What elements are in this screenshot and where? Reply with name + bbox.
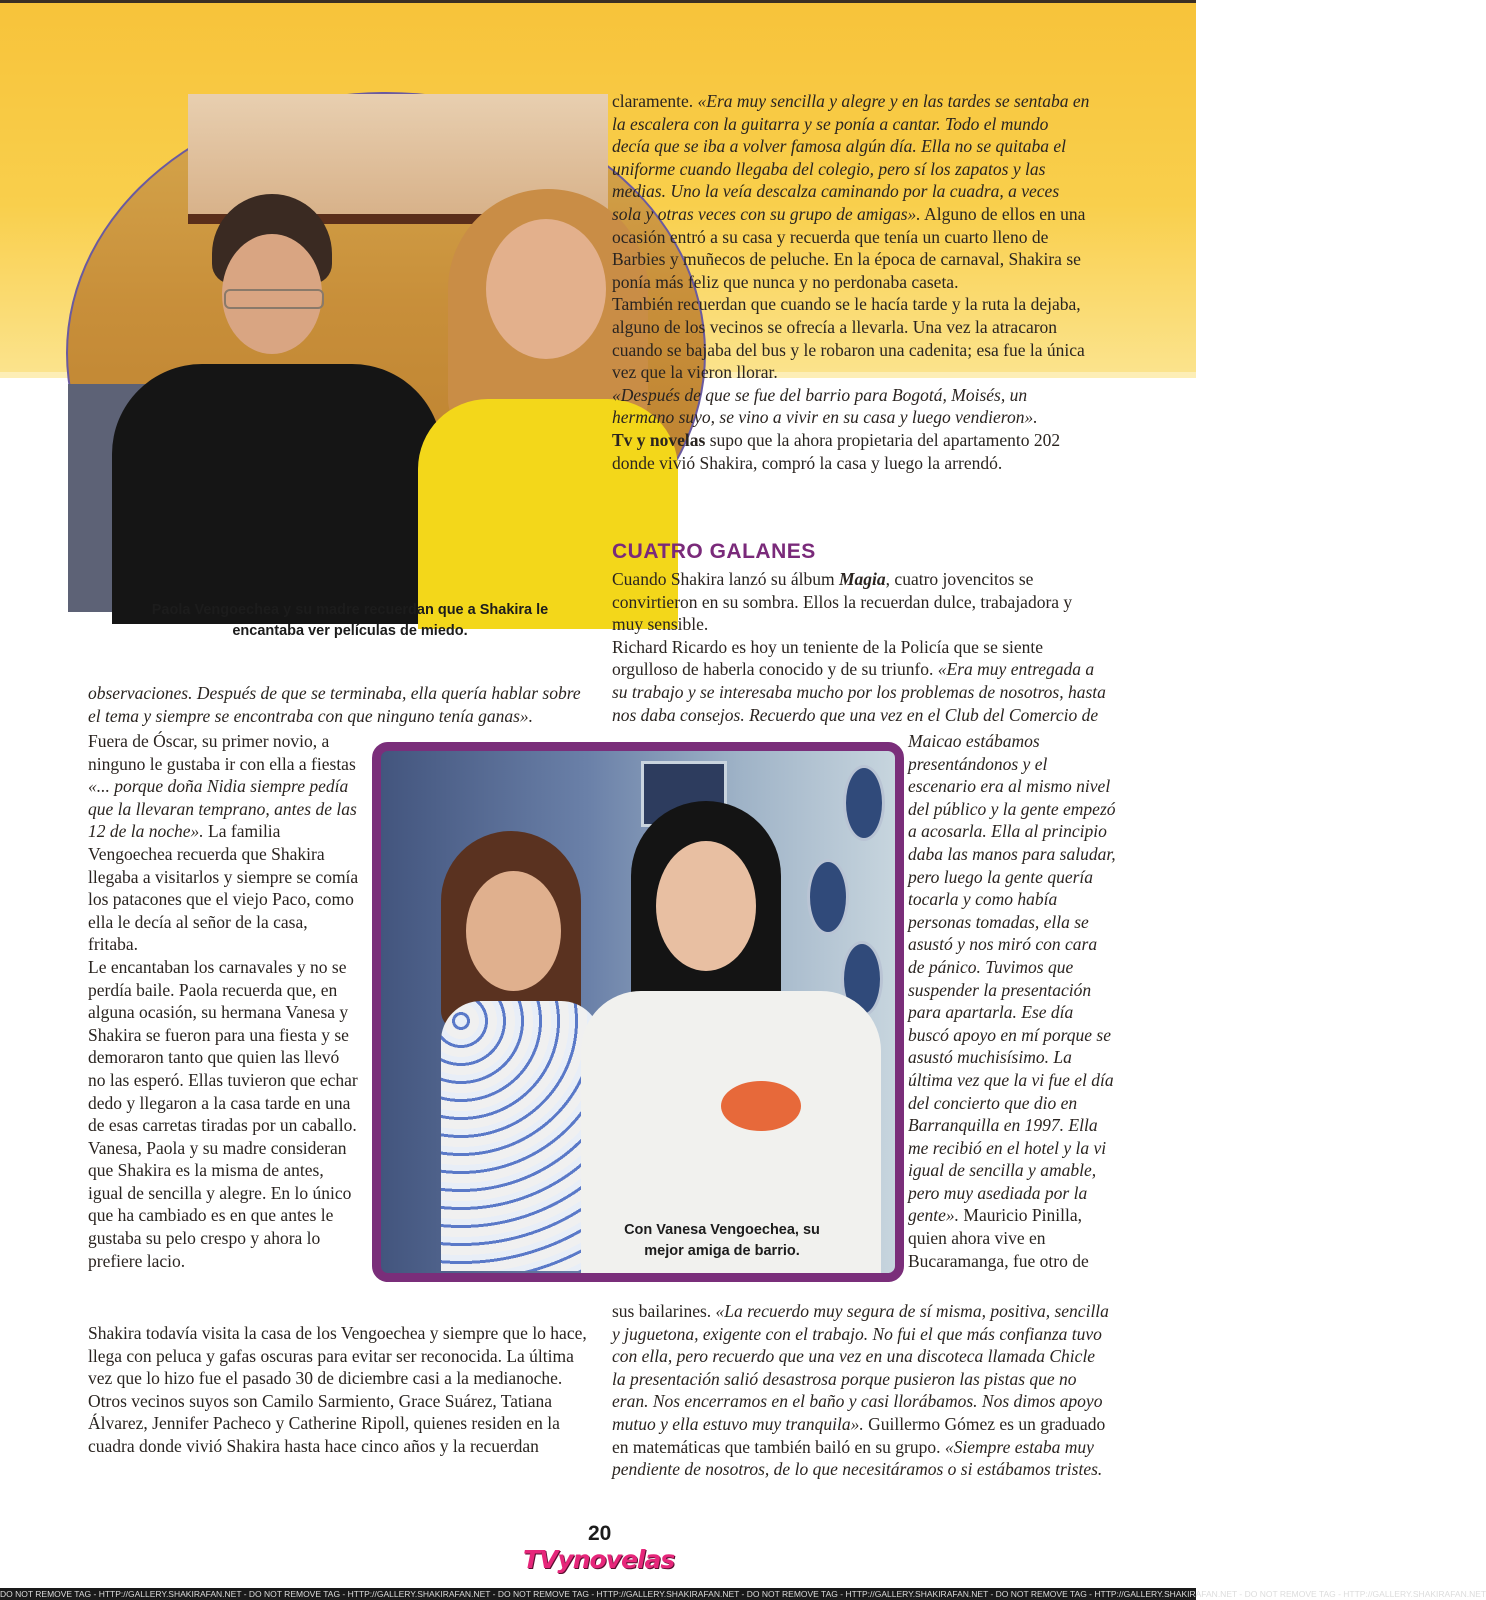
photo-shakira-and-vanesa (372, 742, 904, 1282)
left-narrow-text (88, 730, 360, 1272)
right-bottom-a: sus bailarines. (612, 1301, 716, 1321)
top-rule (0, 0, 1196, 3)
photo-caption-top: Paola Vengoechea y su madre recuerdan que a Shakira le encantaba ver películas de miedo. (151, 602, 549, 639)
right-p2-quote: «Era muy entregada a su trabajo y se interesaba mucho por los problemas de nosotros, hasta nos daba consejos. Recuerdo que una vez en el Club del Comercio de (612, 659, 1106, 725)
left-narrow-p3: Vanesa, Paola y su madre consideran que Shakira es la misma de antes, igual de sencilla y alegre. En lo único que ha cambiado es en que antes le gustaba su pelo crespo y ahora lo prefiere lacio. (88, 1137, 352, 1271)
right-narrow-text (908, 730, 1116, 1272)
right-bottom-quote2: «Siempre estaba muy pendiente de nosotros, de lo que necesitáramos o si estábamos tristes. (612, 1436, 1103, 1480)
album-name: Magia (838, 569, 886, 589)
left-bottom-p2: Otros vecinos suyos son Camilo Sarmiento, Grace Suárez, Tatiana Álvarez, Jennifer Pacheco y Catherine Ripoll, quienes residen en la cuadra donde vivió Shakira hasta hace cinco años y la recuerdan (88, 1390, 560, 1456)
circular-photo-paola-and-mother (66, 92, 706, 614)
top-right-text (612, 90, 1090, 474)
top-right-p2: También recuerdan que cuando se le hacía tarde y la ruta la dejaba, alguno de los vecinos se ofrecía a llevarla. Una vez la atracaron cuando se bajaba del bus y le robaron una cadenita; esa fue la única vez que la vieron llorar. (612, 294, 1085, 383)
left-narrow-quote: «... porque doña Nidia siempre pedía que la llevaran temprano, antes de las 12 de la noche». (88, 776, 357, 842)
right-bottom-c: Guillermo Gómez es un graduado en matemáticas que también bailó en su grupo. (612, 1413, 1106, 1457)
mother-glasses (224, 289, 324, 309)
page-number: 20 (588, 1522, 612, 1545)
vanesa-floral-dress (441, 1001, 601, 1271)
watermark-strip: DO NOT REMOVE TAG - HTTP://GALLERY.SHAKIRAFAN.NET - DO NOT REMOVE TAG - HTTP://GALLERY.SHAKIRAFAN.NET - DO NOT REMOVE TAG - HTTP://GALLERY.SHAKIRAFAN.NET - DO NOT REMOVE TAG - HTTP://GALLERY.SHAKIRAFAN.NET - DO NOT REMOVE TAG - HTTP://GALLERY.SHAKIRAFAN.NET - DO NOT REMOVE TAG - HTTP://GALLERY.SHAKIRAFAN.NET (0, 1589, 1486, 1599)
shakira-face (486, 219, 606, 359)
right-column-text (612, 568, 1106, 726)
right-bottom-quote1: «La recuerdo muy segura de sí misma, positiva, sencilla y juguetona, exigente con el trabajo. No fui el que más confianza tuvo con ella, pero recuerdo que una vez en una discoteca llamada Chicle la presentación salió desastrosa porque pusieron las pistas que no eran. Nos encerramos en el baño y casi llorábamos. Nos dimos apoyo mutuo y ella estuvo muy tranquila». (612, 1301, 1109, 1434)
left-bottom-p1: Shakira todavía visita la casa de los Vengoechea y siempre que lo hace, llega con peluca y gafas oscuras para evitar ser reconocida. La última vez que lo hizo fue el pasado 30 de diciembre casi a la medianoche. (88, 1323, 587, 1389)
right-p1-c: , cuatro jovencitos se convirtieron en su sombra. Ellos la recuerdan dulce, trabajadora y muy sensible. (612, 569, 1073, 635)
top-right-p3: «Después de que se fue del barrio para Bogotá, Moisés, un hermano suyo, se vino a vivir en su casa y luego vendieron». (612, 384, 1038, 428)
vanesa-face (466, 871, 561, 991)
right-narrow-rom: Mauricio Pinilla, quien ahora vive en Bucaramanga, fue otro de (908, 1205, 1089, 1271)
shakira-figure-2 (581, 801, 881, 1273)
magazine-logo: TVynovelas (523, 1545, 675, 1574)
right-bottom-text (612, 1300, 1112, 1481)
top-right-p1-a: claramente. (612, 91, 698, 111)
mother-black-shirt (112, 364, 442, 624)
top-right-p1-c: Alguno de ellos en una ocasión entró a su casa y recuerda que tenía un cuarto lleno de Barbies y muñecos de peluche. En la época de carnaval, Shakira se ponía más feliz que nunca y no perdonaba caseta. (612, 203, 1086, 292)
left-narrow-p2: Le encantaban los carnavales y no se perdía baile. Paola recuerda que, en alguna ocasión, su hermana Vanesa y Shakira se fueron para una fiesta y se demoraron tanto que quien las llevó no las esperó. Ellas tuvieron que echar dedo y llegaron a la casa tarde en una de esas carretas tiradas por un caballo. (88, 956, 358, 1136)
top-right-p1-quote: «Era muy sencilla y alegre y en las tardes se sentaba en la escalera con la guitarra y se ponía a cantar. Todo el mundo decía que se iba a volver famosa algún día. Ella no se quitaba el uniforme cuando llegaba del colegio, pero sí los zapatos y las medias. Uno la veía descalza caminando por la cuadra, a veces sola y otras veces con su grupo de amigas». (612, 91, 1090, 224)
tshirt-logo-badge (721, 1081, 801, 1131)
left-narrow-c: La familia Vengoechea recuerda que Shakira llegaba a visitarlos y siempre se comía los patacones que el viejo Paco, como ella le decía al señor de la casa, fritaba. (88, 821, 359, 955)
left-top-text: observaciones. Después de que se terminaba, ella quería hablar sobre el tema y siempre se encontraba con que ninguno tenía ganas». (88, 683, 581, 726)
photo-caption-bottom: Con Vanesa Vengoechea, su mejor amiga de barrio. (624, 1222, 820, 1259)
top-right-p4: supo que la ahora propietaria del apartamento 202 donde vivió Shakira, compró la casa y luego la arrendó. (612, 429, 1061, 473)
section-heading: CUATRO GALANES (612, 540, 816, 563)
mother-figure (112, 194, 442, 624)
left-narrow-a: Fuera de Óscar, su primer novio, a ninguno le gustaba ir con ella a fiestas (88, 731, 356, 774)
shakira-face-2 (656, 841, 756, 971)
right-p2-a: Richard Ricardo es hoy un teniente de la Policía que se siente orgulloso de haberla conocido y de su triunfo. (612, 636, 1044, 680)
right-narrow-quote: Maicao estábamos presentándonos y el escenario era al mismo nivel del público y la gente empezó a acosarla. Ella al principio daba las manos para saludar, pero luego la gente quería tocarla y como había personas tomadas, ella se asustó y nos miró con cara de pánico. Tuvimos que suspender la presentación para apartarla. Ese día buscó apoyo en mí porque se asustó muchisísimo. La última vez que la vi fue el día del concierto que dio en Barranquilla en 1997. Ella me recibió en el hotel y la vi igual de sencilla y amable, pero muy asediada por la gente». (908, 731, 1116, 1226)
magazine-name-inline: Tv y novelas (612, 429, 706, 450)
left-bottom-text (88, 1322, 588, 1458)
right-p1-a: Cuando Shakira lanzó su álbum (612, 569, 839, 589)
